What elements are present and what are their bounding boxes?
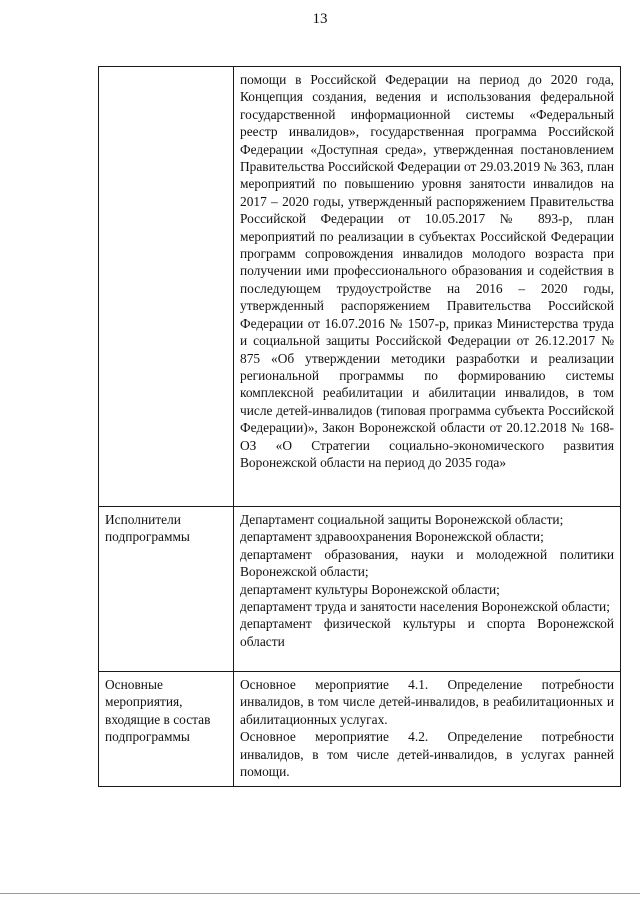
- row-label-main-activities: Основные мероприятия, входящие в состав подпрограммы: [99, 672, 234, 787]
- table-row: [99, 67, 621, 507]
- row-content-cell: [234, 672, 621, 787]
- row-content-cell: [234, 67, 621, 507]
- legal-basis-paragraph: помощи в Российской Федерации на период до 2020 года, Концепция создания, ведения и использования федеральной государственной информационной системы «Федеральный реестр инвалидов», государственная программа Российской Федерации «Доступная среда», утвержденная постановлением Правительства Российской Федерации от 29.03.2019 № 363, план мероприятий по повышению уровня занятости инвалидов на 2017 – 2020 годы, утвержденный распоряжением Правительства Российской Федерации от 10.05.2017 № 893-р, план мероприятий по реализации в субъектах Российской Федерации программ сопровождения инвалидов молодого возраста при получении ими профессионального образования и содействия в последующем трудоустройстве на 2016 – 2020 годы, утвержденный распоряжением Правительства Российской Федерации от 16.07.2016 № 1507-р, приказ Министерства труда и социальной защиты Российской Федерации от 26.12.2017 № 875 «Об утверждении методики разработки и реализации региональной программы по формированию системы комплексной реабилитации и абилитации инвалидов, в том числе детей-инвалидов (типовая программа субъекта Российской Федерации)», Закон Воронежской области от 20.12.2018 № 168-ОЗ «О Стратегии социально-экономического развития Воронежской области на период до 2035 года»: [240, 72, 614, 470]
- activity-item: Основное мероприятие 4.1. Определение потребности инвалидов, в том числе детей-инвалидов, в реабилитационных и абилитационных услугах.: [240, 677, 614, 727]
- executor-item: департамент образования, науки и молодежной политики Воронежской области;: [240, 546, 614, 580]
- executor-item: Департамент социальной защиты Воронежской области;: [240, 512, 564, 527]
- page-number: 13: [312, 11, 328, 27]
- table-row: [99, 507, 621, 672]
- row-label-executors: Исполнители подпрограммы: [99, 507, 234, 672]
- row-content-cell: [234, 507, 621, 672]
- executor-item: департамент физической культуры и спорта Воронежской области: [240, 616, 614, 649]
- bottom-divider: [0, 893, 640, 894]
- program-passport-table: [98, 66, 621, 787]
- executor-item: департамент культуры Воронежской области;: [240, 581, 500, 597]
- row-label-cell: [99, 67, 234, 507]
- executor-item: департамент здравоохранения Воронежской области;: [240, 529, 544, 545]
- executor-item: департамент труда и занятости населения Воронежской области;: [240, 599, 610, 615]
- table-row: [99, 672, 621, 787]
- activity-item: Основное мероприятие 4.2. Определение потребности инвалидов, в том числе детей-инвалидов, в услугах ранней помощи.: [240, 729, 614, 780]
